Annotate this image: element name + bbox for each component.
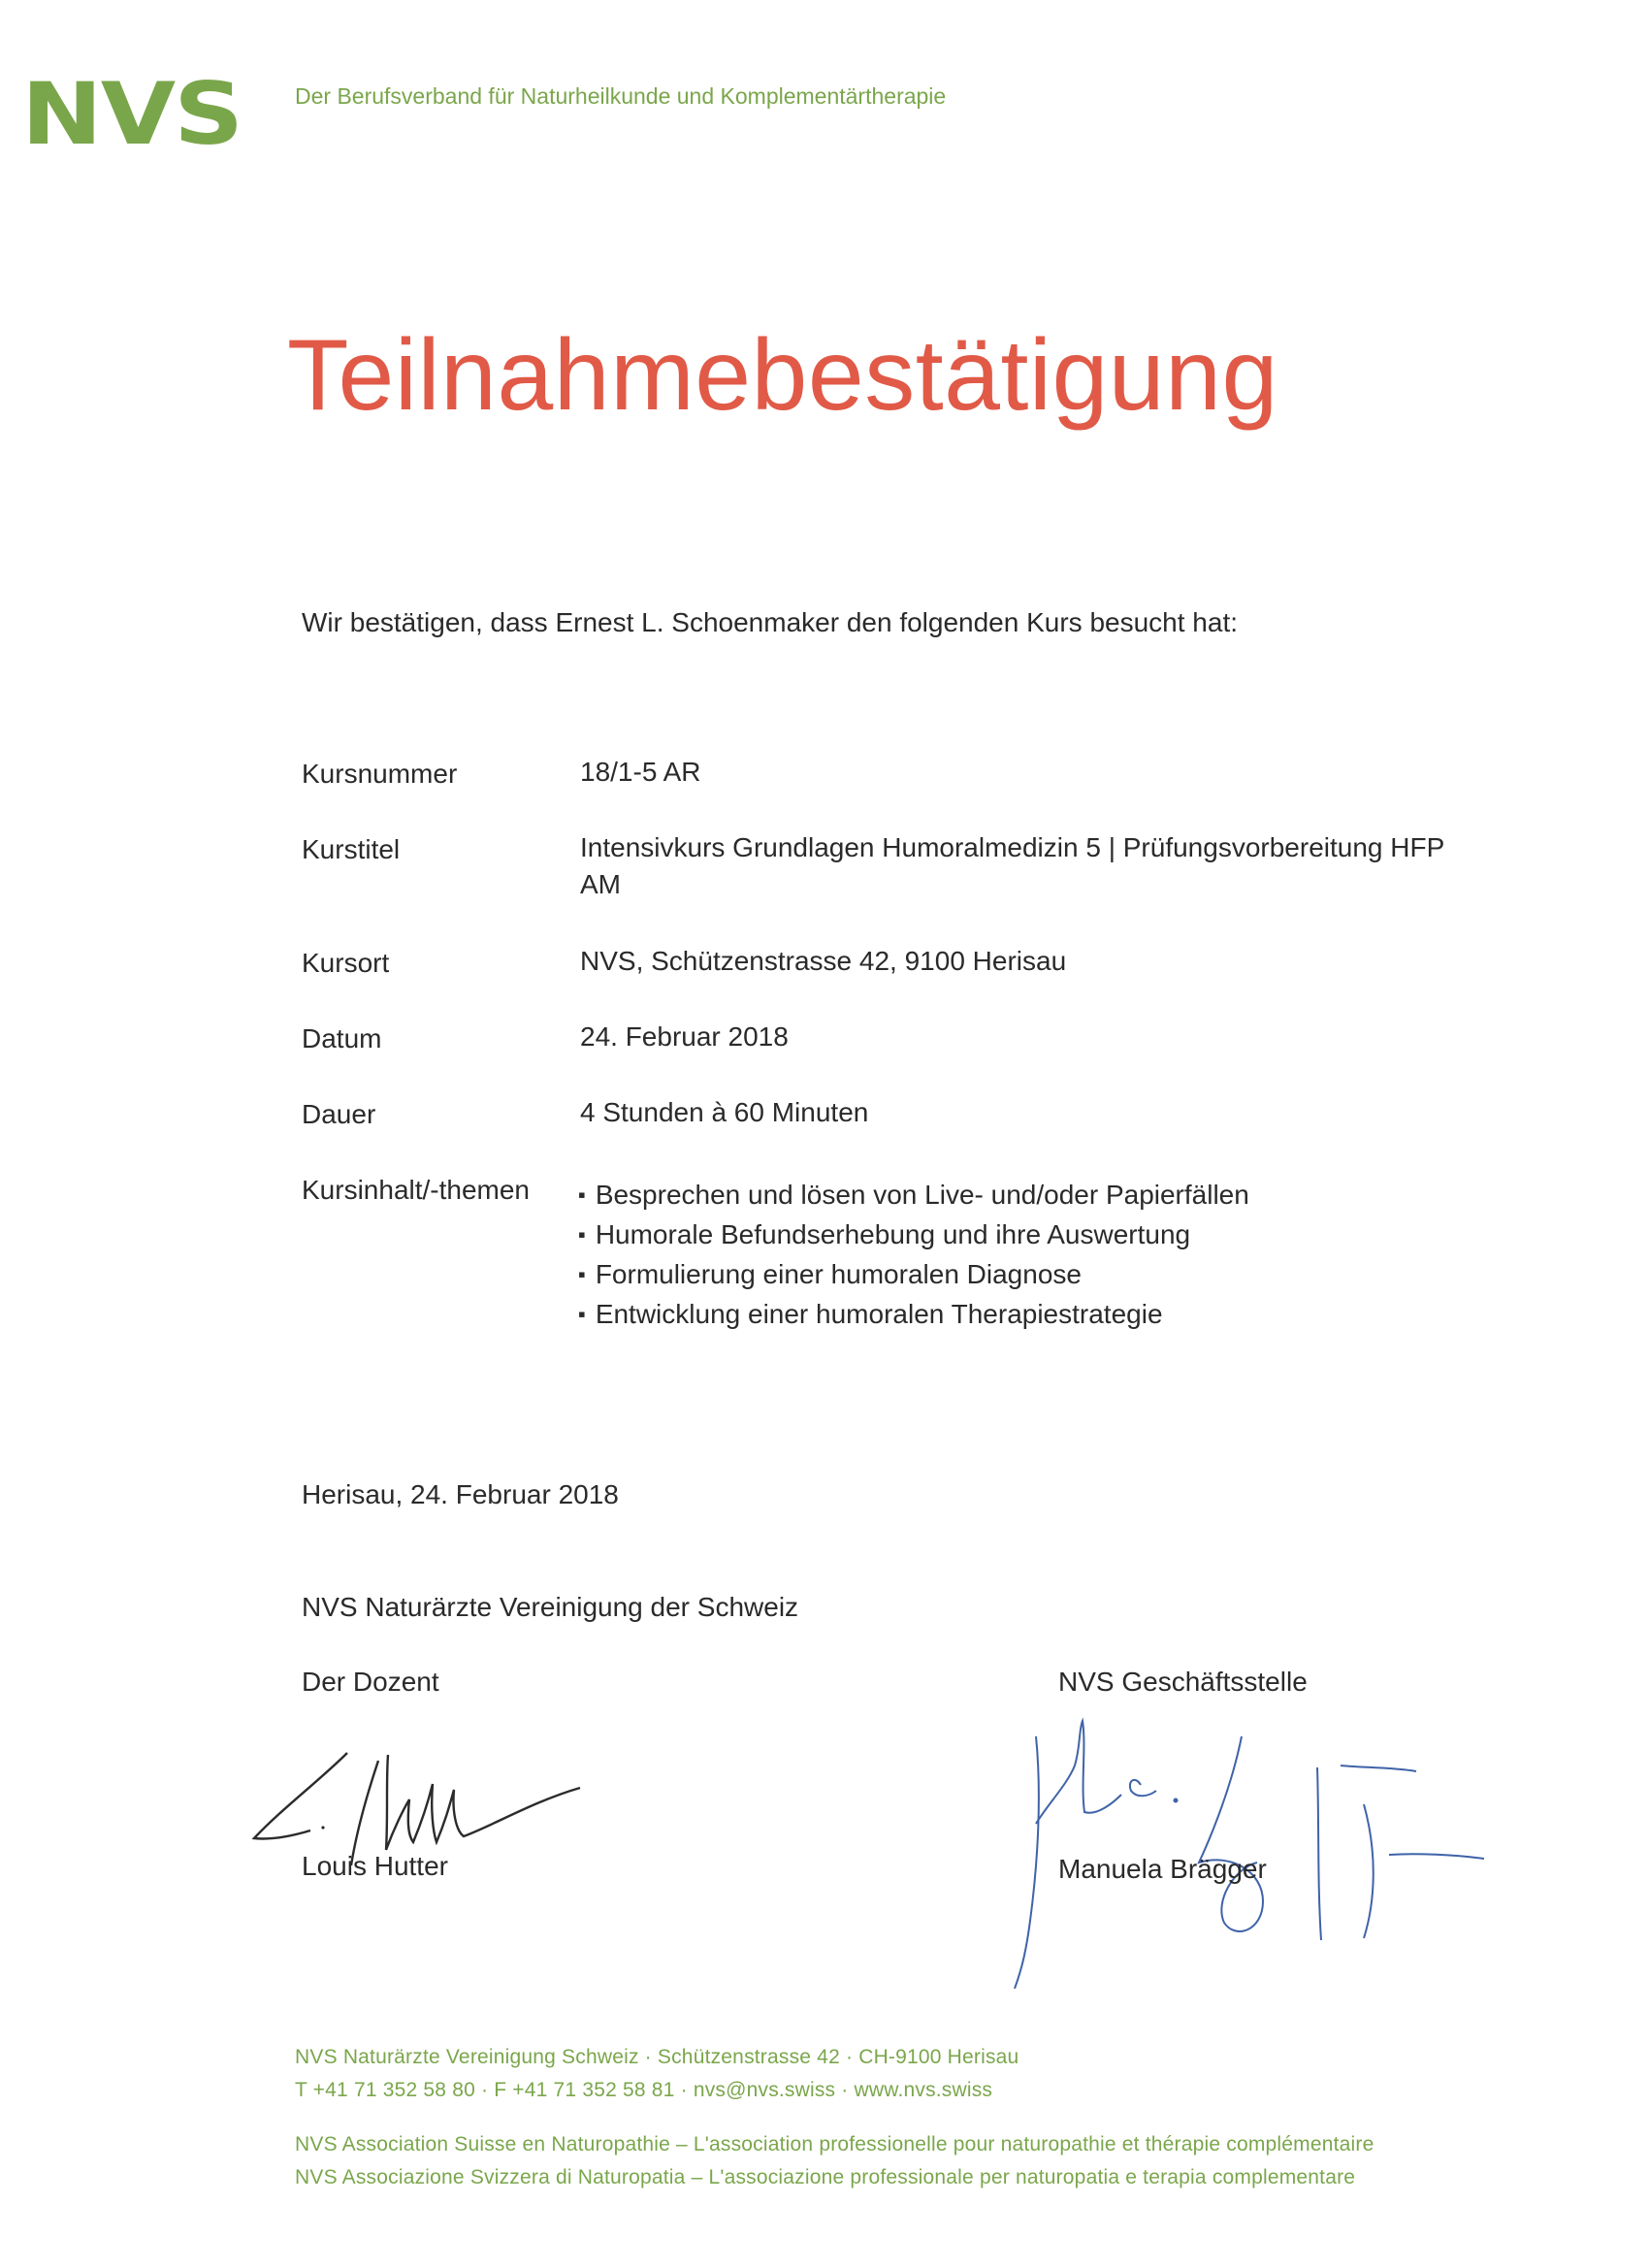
intro-text: Wir bestätigen, dass Ernest L. Schoenmaker den folgenden Kurs besucht hat: <box>302 607 1239 637</box>
signature-right <box>1009 1707 1494 1989</box>
footer-italian: NVS Associazione Svizzera di Naturopatia – L'associazione professionale per naturopatia e terapia complementare <box>295 2166 1356 2188</box>
field-label-kursnummer: Kursnummer <box>302 759 458 789</box>
field-label-kurstitel: Kurstitel <box>302 834 401 864</box>
footer-address: NVS Naturärzte Vereinigung Schweiz · Schützenstrasse 42 · CH-9100 Herisau <box>295 2046 1019 2068</box>
header-tagline: Der Berufsverband für Naturheilkunde und Komplementärtherapie <box>295 83 947 109</box>
field-value-kurstitel: Intensivkurs Grundlagen Humoralmedizin 5 | Prüfungsvorbereitung HFP AM <box>580 832 1444 899</box>
topic-item: ▪ Entwicklung einer humoralen Therapiestrategie <box>578 1295 1249 1335</box>
signer-left-name: Louis Hutter <box>302 1851 448 1881</box>
field-label-kursort: Kursort <box>302 948 390 978</box>
topic-item: ▪ Besprechen und lösen von Live- und/oder Papierfällen <box>578 1176 1249 1215</box>
signer-left-role: Der Dozent <box>302 1667 439 1697</box>
footer-contact: T +41 71 352 58 80 · F +41 71 352 58 81 · nvs@nvs.swiss · www.nvs.swiss <box>295 2079 993 2101</box>
place-date: Herisau, 24. Februar 2018 <box>302 1479 619 1509</box>
field-label-kursinhalt: Kursinhalt/-themen <box>302 1175 531 1205</box>
nvs-logo: NVS <box>21 64 242 165</box>
field-value-datum: 24. Februar 2018 <box>580 1021 789 1052</box>
signer-right-role: NVS Geschäftsstelle <box>1058 1667 1308 1697</box>
header <box>21 64 1088 165</box>
organization-name: NVS Naturärzte Vereinigung der Schweiz <box>302 1592 799 1622</box>
topic-item: ▪ Humorale Befundserhebung und ihre Auswertung <box>578 1215 1249 1255</box>
topics-list <box>578 1176 1249 1335</box>
field-value-kursort: NVS, Schützenstrasse 42, 9100 Herisau <box>580 946 1067 976</box>
field-label-datum: Datum <box>302 1023 382 1053</box>
field-value-dauer: 4 Stunden à 60 Minuten <box>580 1097 869 1127</box>
topic-item: ▪ Formulierung einer humoralen Diagnose <box>578 1255 1249 1295</box>
signer-right-name: Manuela Brägger <box>1058 1854 1267 1884</box>
field-value-kursnummer: 18/1-5 AR <box>580 757 701 787</box>
field-label-dauer: Dauer <box>302 1099 376 1129</box>
document-title: Teilnahmebestätigung <box>287 319 1278 432</box>
footer-french: NVS Association Suisse en Naturopathie – L'association professionelle pour naturopathie et thérapie complémentaire <box>295 2133 1374 2155</box>
